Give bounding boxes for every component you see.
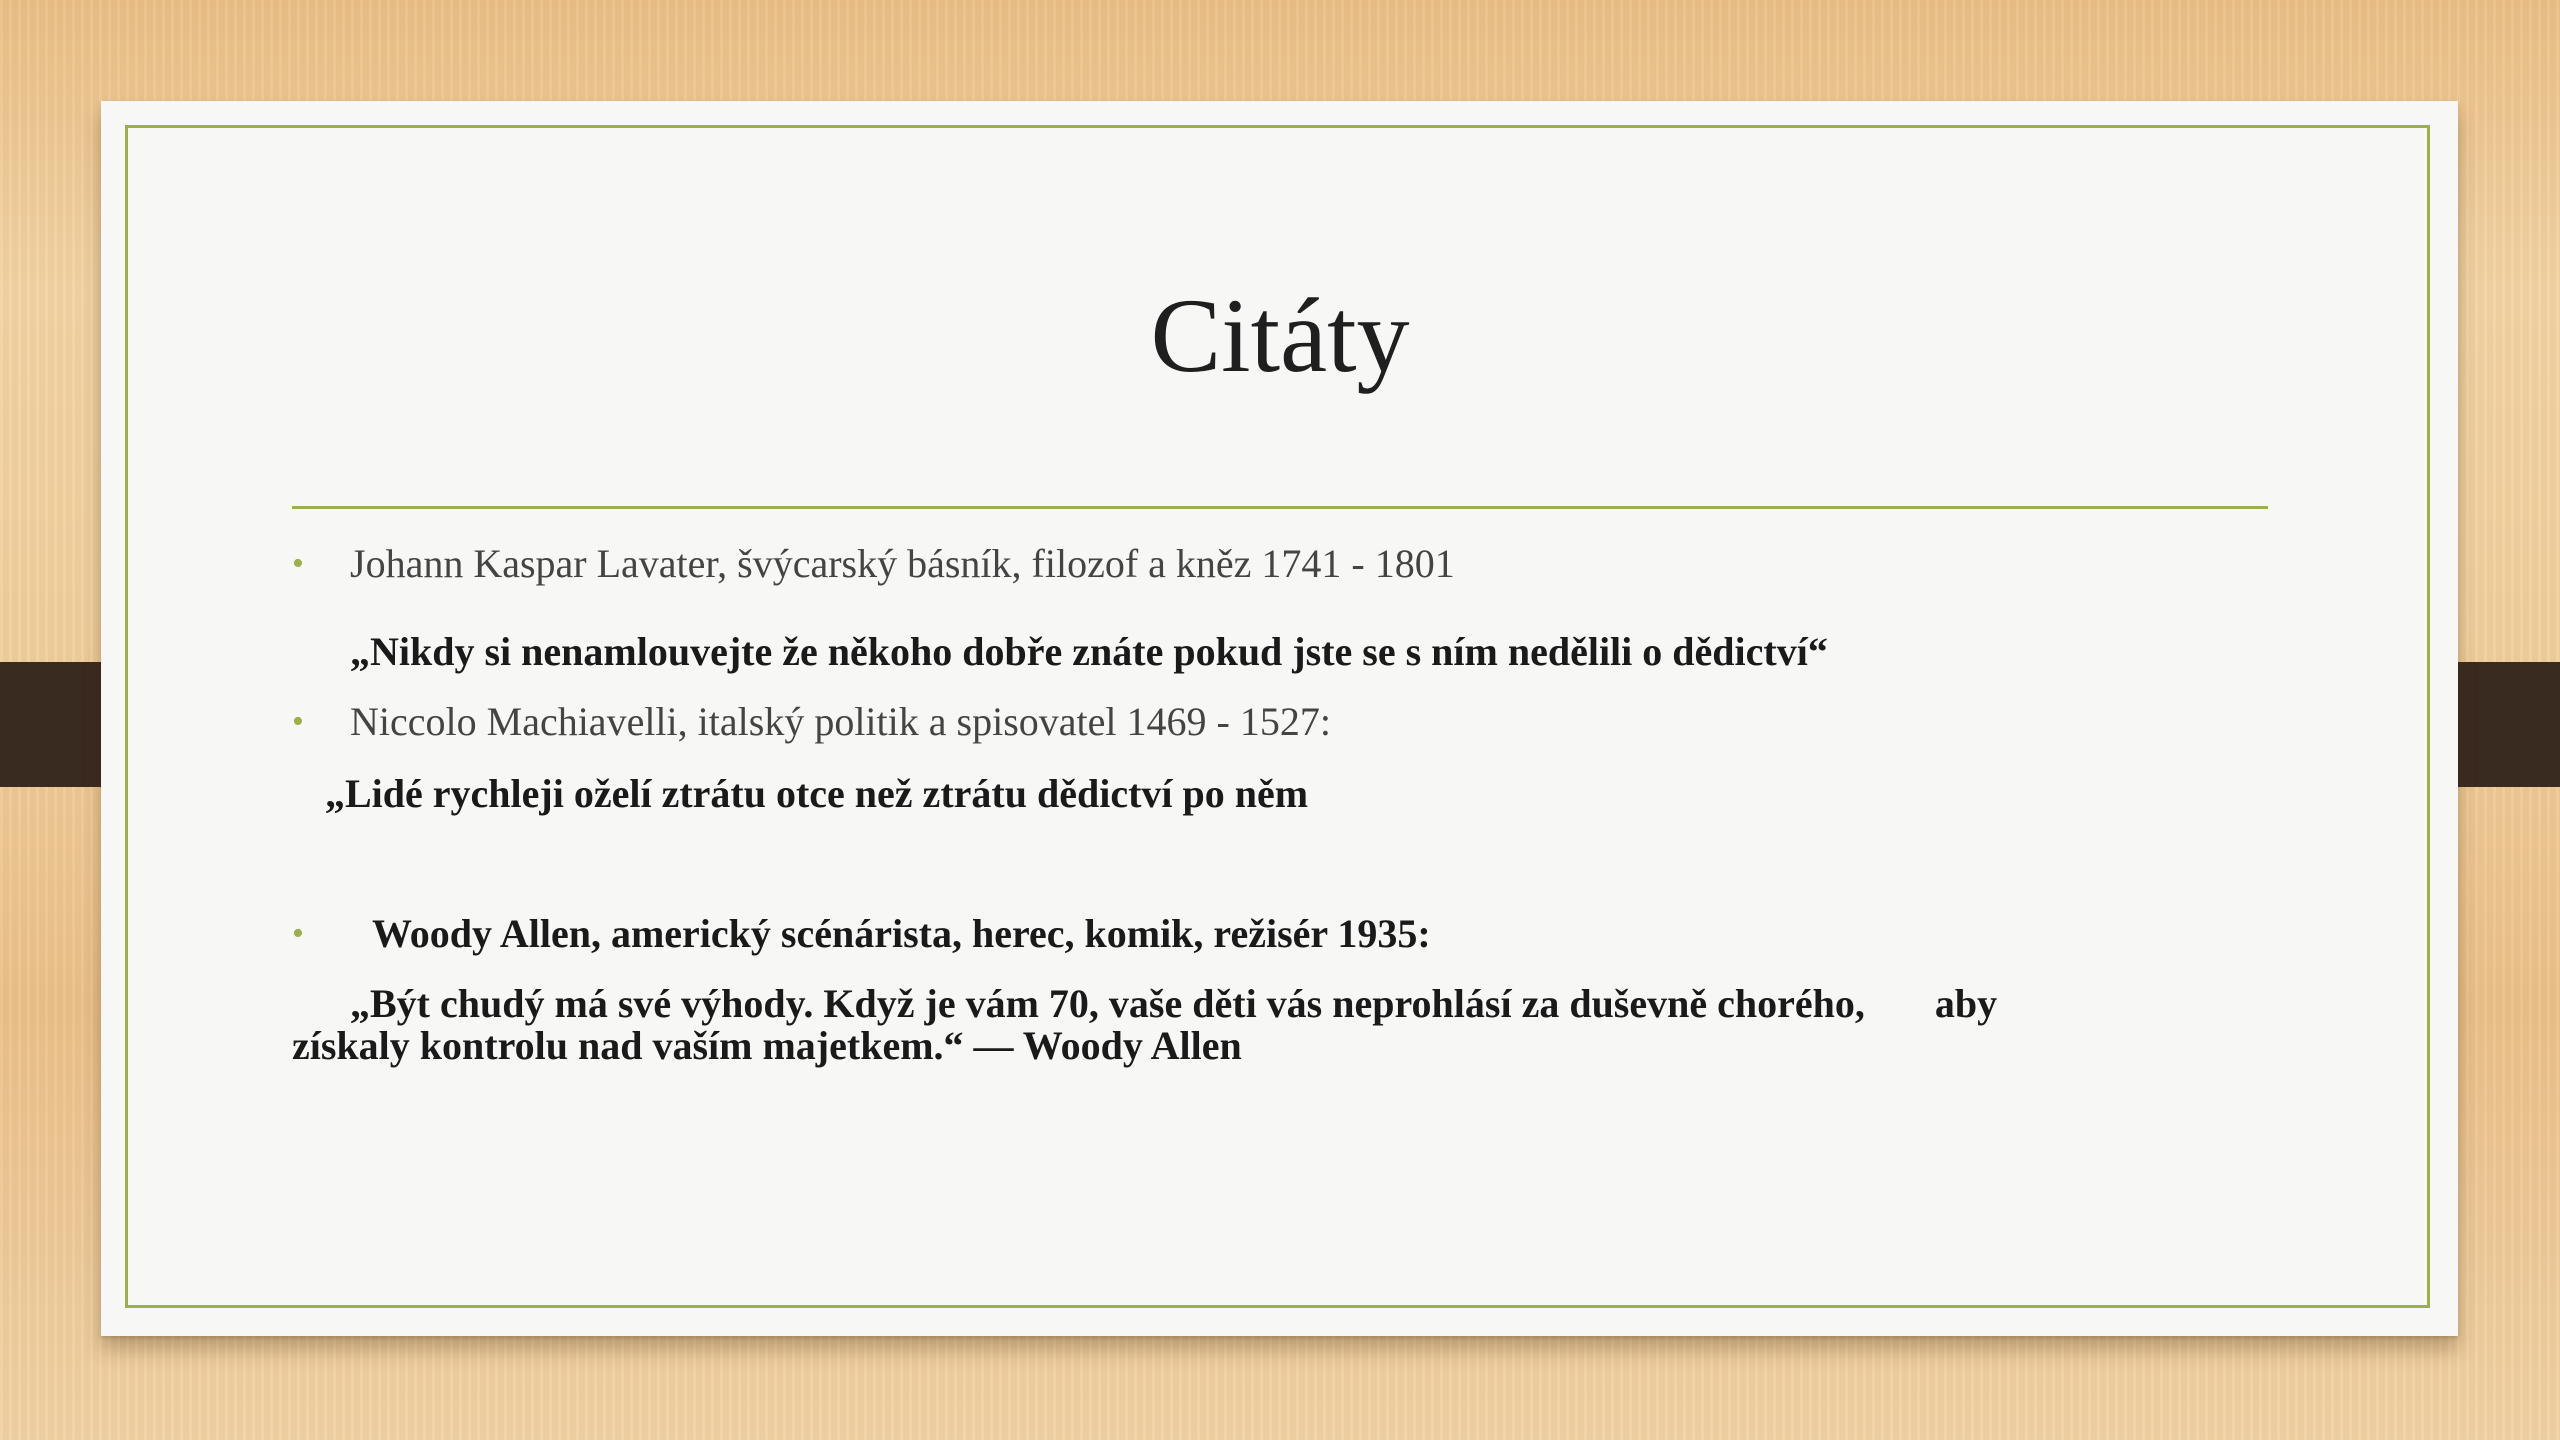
- bullet-icon: •: [292, 545, 304, 582]
- quote-text-machiavelli: „Lidé rychleji oželí ztrátu otce než ztrátu dědictví po něm: [325, 771, 1309, 816]
- bullet-icon: •: [292, 915, 304, 952]
- title-divider: [292, 506, 2268, 509]
- quote-author-lavater: Johann Kaspar Lavater, švýcarský básník, filozof a kněz 1741 - 1801: [350, 541, 1455, 586]
- bullet-icon: •: [292, 703, 304, 740]
- slide-title: Citáty: [1150, 277, 1410, 394]
- quote-author-allen: Woody Allen, americký scénárista, herec, komik, režisér 1935:: [372, 911, 1431, 956]
- quote-text-lavater: „Nikdy si nenamlouvejte že někoho dobře znáte pokud jste se s ním nedělili o dědictví“: [350, 629, 1828, 674]
- quote-author-machiavelli: Niccolo Machiavelli, italský politik a spisovatel 1469 - 1527:: [350, 699, 1331, 744]
- quote-text-allen-line2: získaly kontrolu nad vaším majetkem.“ — Woody Allen: [292, 1023, 1242, 1068]
- quote-text-allen-line1: „Být chudý má své výhody. Když je vám 70, vaše děti vás neprohlásí za duševně chorého, aby: [350, 981, 1998, 1026]
